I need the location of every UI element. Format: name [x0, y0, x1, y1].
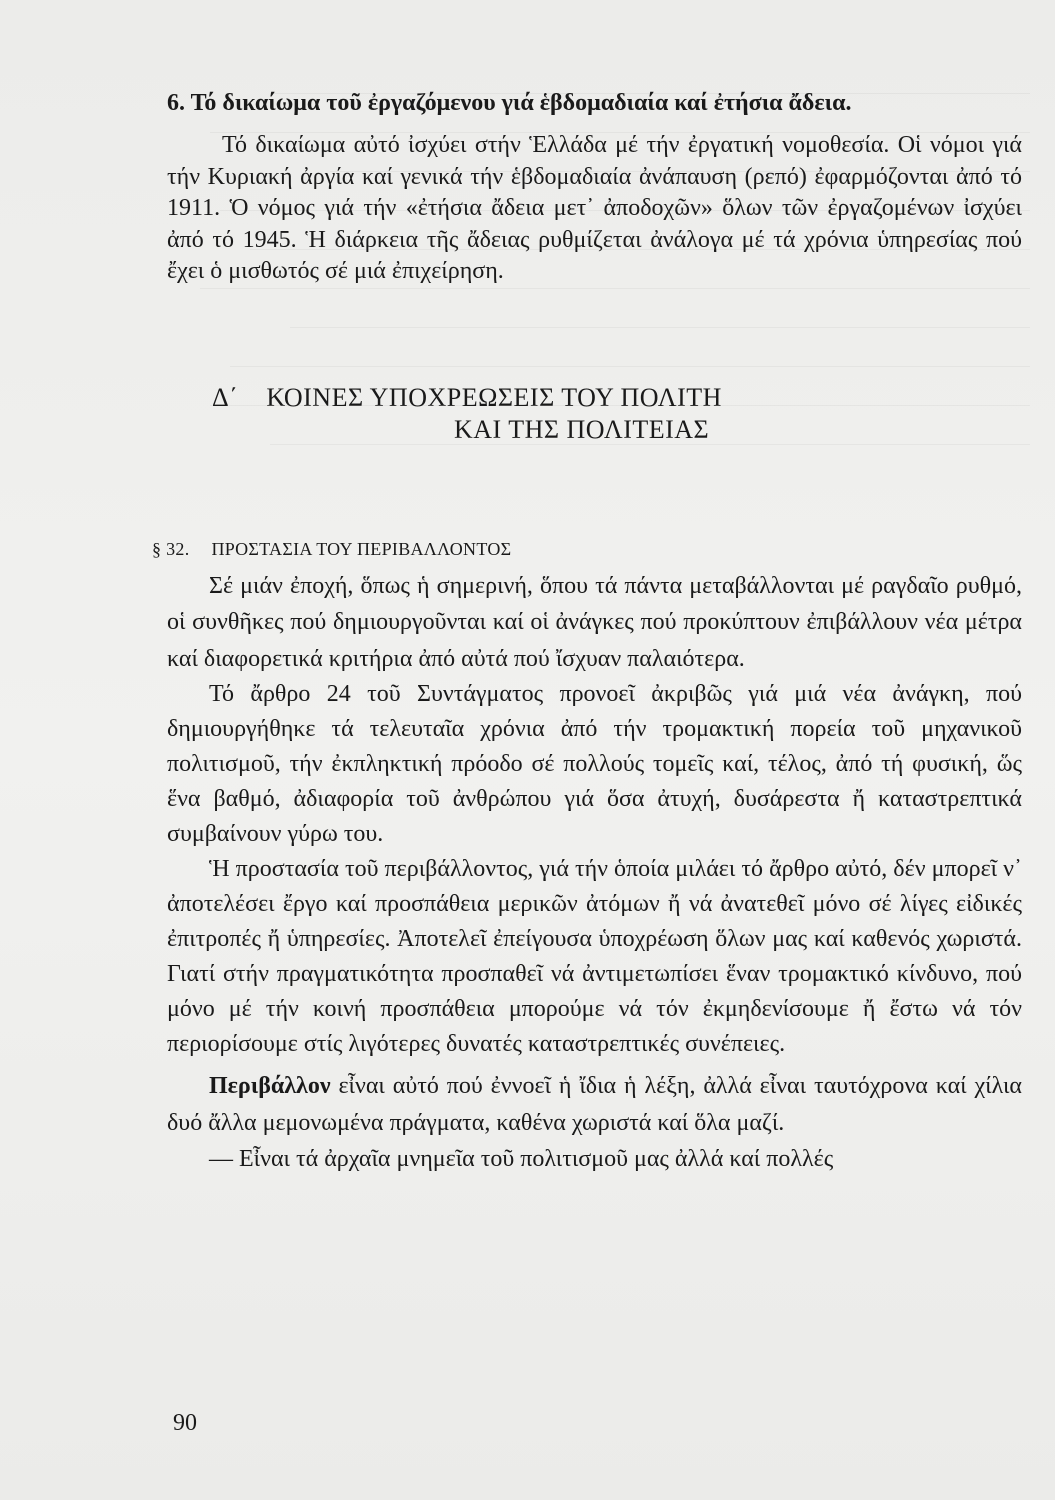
chapter-title-line2: ΚΑΙ ΤΗΣ ΠΟΛΙΤΕΙΑΣ [454, 414, 710, 444]
section-heading [152, 538, 1022, 560]
body-paragraph: Σέ μιάν ἐποχή, ὅπως ἡ σημερινή, ὅπου τά πάντα μεταβάλλονται μέ ραγδαῖο ρυθμό, οἱ συνθῆκες πού δημιουργοῦνται καί οἱ ἀνάγκες πού προκύπτουν ἐπιβάλλουν νέα μέτρα καί διαφορετικά κριτήρια ἀπό αὐτά πού ἴσχυαν παλαιότερα. [167, 572, 1022, 672]
subsection-paragraph: Τό δικαίωμα αὐτό ἰσχύει στήν Ἑλλάδα μέ τήν ἐργατική νομοθεσία. Οἱ νόμοι γιά τήν Κυριακή ἀργία καί γενικά τήν ἑβδομαδιαία ἀνάπαυση (ρεπό) ἐφαρμόζονται ἀπό τό 1911. Ὁ νόμος γιά τήν «ἐτήσια ἄδεια μετ᾿ ἀποδοχῶν» ὅλων τῶν ἐργαζομένων ἰσχύει ἀπό τό 1945. Ἡ διάρκεια τῆς ἄδειας ρυθμίζεται ἀνάλογα μέ τά χρόνια ὑπηρεσίας πού ἔχει ὁ μισθωτός σέ μιά ἐπιχείρηση. [167, 132, 1022, 284]
chapter-title-line1: ΚΟΙΝΕΣ ΥΠΟΧΡΕΩΣΕΙΣ ΤΟΥ ΠΟΛΙΤΗ [266, 382, 722, 412]
subsection-heading: 6. Τό δικαίωμα τοῦ ἐργαζόμενου γιά ἑβδομαδιαία καί ἐτήσια ἄδεια. [167, 90, 852, 116]
body-paragraph: Τό ἄρθρο 24 τοῦ Συντάγματος προνοεῖ ἀκριβῶς γιά μιά νέα ἀνάγκη, πού δημιουργήθηκε τά τελευταῖα χρόνια ἀπό τήν τρομακτική πορεία τοῦ μηχανικοῦ πολιτισμοῦ, τήν ἐκπληκτική πρόοδο σέ πολλούς τομεῖς καί, τέλος, ἀπό τή φυσική, ὥς ἕνα βαθμό, ἀδιαφορία τοῦ ἀνθρώπου γιά ὅσα ἀτυχή, δυσάρεστα ἤ καταστρεπτικά συμβαίνουν γύρω του. [167, 681, 1022, 847]
definition-paragraph [167, 1068, 1022, 1141]
body-paragraph: Ἡ προστασία τοῦ περιβάλλοντος, γιά τήν ὁποία μιλάει τό ἄρθρο αὐτό, δέν μπορεῖ ν᾿ ἀποτελέσει ἔργο καί προσπάθεια μερικῶν ἀτόμων ἤ νά ἀνατεθεῖ μόνο σέ λίγες εἰδικές ἐπιτροπές ἤ ὑπηρεσίες. Ἀποτελεῖ ἐπείγουσα ὑποχρέωση ὅλων μας καί καθενός χωριστά. Γιατί στήν πραγματικότητα προσπαθεῖ νά ἀντιμετωπίσει ἕναν τρομακτικό κίνδυνο, πού μόνο μέ τήν κοινή προσπάθεια μπορούμε νά τόν ἐκμηδενίσουμε ἤ ἔστω νά τόν περιορίσουμε στίς λιγότερες δυνατές καταστρεπτικές συνέπειες. [167, 856, 1022, 1057]
section-number: § 32. [152, 538, 190, 559]
definition-text: εἶναι αὐτό πού ἐννοεῖ ἡ ἴδια ἡ λέξη, ἀλλά εἶναι ταυτόχρονα καί χίλια δυό ἄλλα μεμονωμένα πράγματα, καθένα χωριστά καί ὅλα μαζί. [167, 1073, 1022, 1136]
list-item: — Εἶναι τά ἀρχαῖα μνημεῖα τοῦ πολιτισμοῦ μας ἀλλά καί πολλές [209, 1146, 834, 1172]
chapter-number: Δ΄ [212, 382, 239, 412]
section-title: ΠΡΟΣΤΑΣΙΑ ΤΟΥ ΠΕΡΙΒΑΛΛΟΝΤΟΣ [211, 538, 512, 559]
page-content [152, 88, 1022, 1178]
chapter-heading [212, 382, 1022, 446]
page-number: 90 [173, 1410, 197, 1436]
definition-term: Περιβάλλον [209, 1073, 331, 1099]
